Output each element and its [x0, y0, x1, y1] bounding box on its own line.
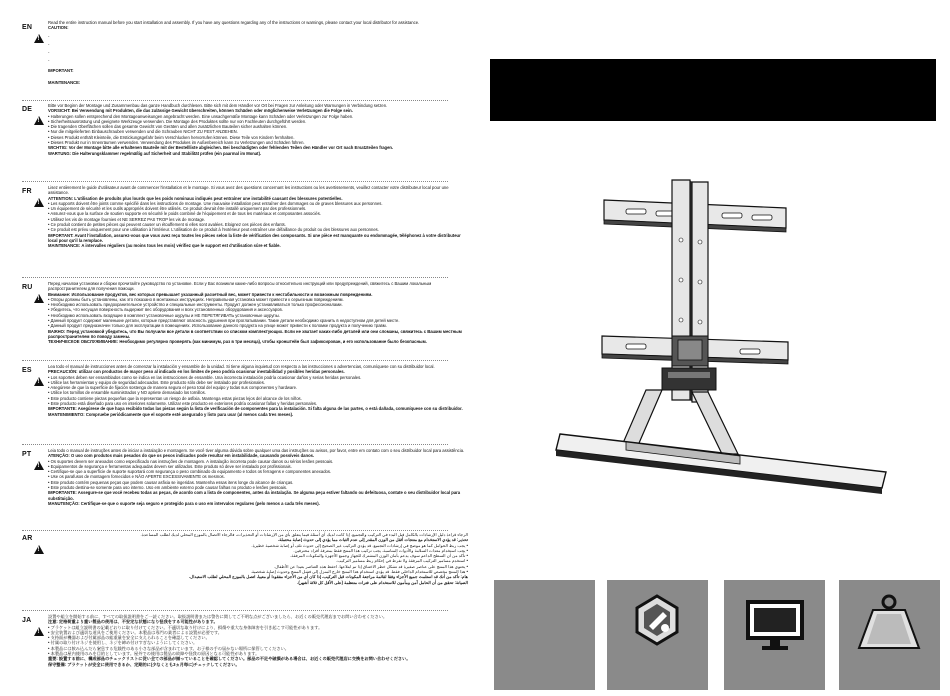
- warning-icon: [34, 34, 44, 43]
- warning-icon: [34, 545, 44, 554]
- section-divider: [22, 360, 448, 361]
- section-en-text: [48, 20, 468, 85]
- de-line: WICHTIG: Vor der Montage bitte alle erhaltenen Bauteile mit der Bestellliste abgleichen. Bei beschädigten oder fehlenden Teilen den Händler vor Ort nach Ersatzteilen fragen.: [48, 145, 394, 151]
- tv-screen-icon: [724, 580, 825, 690]
- lang-code-fr: FR: [22, 188, 32, 195]
- ja-line: 保守整備: ブラケットが安全に使用できるか、定期的に(少なくとも3ヵ月毎に)チェックしてください。: [48, 661, 240, 667]
- ru-line: • Опоры должны быть установлены, как это показано в монтажных инструкциях. Неправильная установка может привести к серьезным повреждениям.: [48, 296, 344, 302]
- ja-line: • 本製品には飲み込んだら窒息する危険性のある小さな部品が含まれています。お子様の手の届かない場所に保管してください。: [48, 645, 289, 651]
- es-line: MANTENIMIENTO: Compruebe periódicamente que el soporte esté asegurado y listo para usar (al menos cada tres meses).: [48, 411, 294, 417]
- de-line: • Nur die mitgelieferten Einbauschrauben verwenden und die Schrauben NICHT ZU FEST ANZIEHEN.: [48, 129, 238, 135]
- pt-line: IMPORTANTE: Assegure-se que você recebeu todas as peças, de acordo com a lista de componentes, antes da instalação. Se alguma peça estiver faltando ou defeituosa, contate o seu distribuidor local para substituição.: [48, 490, 461, 501]
- fr-line: • Ce produit est prévu uniquement pour une utilisation à l'intérieur. L'utilisation de ce produit à l'extérieur peut entraîner une défaillance du produit ou des blessures aux personnes.: [48, 227, 379, 233]
- feature-tile-screen: [724, 580, 825, 690]
- warning-icon: [34, 461, 44, 470]
- lang-code-ar: AR: [22, 535, 33, 542]
- fr-line: • Ce produit contient de petites pièces qui peuvent causer un étouffement si elles sont avalées. Eloignez ces pièces des enfants.: [48, 222, 286, 228]
- feature-tile-weight: [839, 580, 940, 690]
- fr-line: • Utilisez les vis de montage fournies et NE SERREZ PAS TROP les vis de montage.: [48, 216, 206, 222]
- fr-line: ATTENTION: L'utilisation de produits plus lourds que les poids nominaux indiqués peut entraîner une instabilité causant des blessures potentielles.: [48, 195, 343, 201]
- section-divider: [22, 100, 448, 101]
- en-bullet: -: [48, 58, 50, 64]
- section-fr-text: [48, 185, 468, 249]
- fr-line: • Assurez-vous que la surface de soutien supporte en sécurité le poids combiné de l'équipement et de tous les matériaux et composantes associés.: [48, 211, 321, 217]
- de-line: WARTUNG: Die Halterungsklammer regelmäßig auf Sicherheit und Stabilität prüfen (ein paarmal im Monat).: [48, 150, 262, 156]
- ru-line: • Необходимо использовать входящие в комплект установочные шурупы и НЕ ПЕРЕТЯГИВАТЬ установочные шурупы.: [48, 312, 280, 318]
- ru-line: ВАЖНО: Перед установкой убедитесь, что Вы получили все детали в соответствии со списком комплектующих. Если не хватает каких-либо деталей или они сломаны, свяжитесь с Вашим местным распространителем по поводу замены.: [48, 328, 462, 339]
- ru-line: • Данный продукт предназначен только для эксплуатации в помещениях. Использование данного продукта на улице может привести к поломке продукта и получению травм.: [48, 323, 387, 329]
- ar-line: • هذا المنتج مخصص للاستخدام الداخلي فقط. قد يؤدي استخدام هذا المنتج خارج المنزل إلى فشل المنتج وحدوث إصابة شخصية.: [250, 569, 468, 575]
- ja-line: • 安全装置および適切な道具をご使用ください。本製品は専門の業者による設置が必要です。: [48, 629, 222, 635]
- en-important: IMPORTANT:: [48, 67, 74, 73]
- en-bullet: -: [48, 41, 50, 47]
- title-bar: [490, 59, 936, 121]
- pt-line: • Certifique-se que a superfície de suporte suportará com segurança o peso combinado do equipamento e todos os ferragens e componentes anexados.: [48, 469, 332, 475]
- fr-line: • Les supports doivent être joints comme spécifié dans les instructions de montage. Une mauvaise installation peut entraîner des dommages ou de graves blessures aux personnes.: [48, 200, 383, 206]
- es-line: • Utilice los tornillos de ensamble suministrados y NO apriete demasiado los tornillos.: [48, 390, 206, 396]
- lang-code-en: EN: [22, 24, 33, 31]
- ja-line: • 支持面が機器および付属部品の総重量を安全に支えられることを確認してください。: [48, 635, 210, 641]
- en-caution: CAUTION:: [48, 25, 69, 31]
- ru-line: ТЕХНИЧЕСКОЕ ОБСЛУЖИВАНИЕ: Необходимо регулярно проверять (как минимум, раз в три месяца), чтобы кронштейн был зафиксирован, и его использование было безопасным.: [48, 339, 427, 345]
- screwdriver-icon: [607, 580, 708, 690]
- section-divider: [22, 277, 448, 278]
- lang-code-es: ES: [22, 367, 32, 374]
- ar-line: • يجب استخدام معدات السلامة والأدوات المناسبة. يجب تركيب هذا المنتج فقط بمعرفة أفراد محترفين.: [293, 547, 468, 553]
- weight-icon: [839, 580, 940, 690]
- ar-line: تحذير: قد يؤدي الاستخدام مع منتجات أثقل من الوزن المقدر إلى عدم الثبات مما يؤدي إلى حدوث إصابة محتملة.: [278, 537, 468, 543]
- ar-line: هام: تأكد من أنك قد استلمت جميع الأجزاء وفقا لقائمة مراجعة المكونات قبل التركيب. إذا كان أي من الأجزاء مفقودا أو معيبا، اتصل بالموزع المحلي لطلب الاستبدال.: [189, 574, 468, 580]
- ja-line: 重要: 設置する前に、構成部品のチェックリストに従い全ての部品が揃っていることを確認してください。部品の不足や破損がある場合は、お近くの販売代理店に交換をお問い合わせください。: [48, 656, 411, 662]
- es-line: Lea todo el manual de instrucciones antes de comenzar la instalación y ensamble de la unidad. Si tiene alguna inquietud con respecto a las instrucciones o advertencias, comuníquese con su distribuidor local.: [48, 364, 435, 369]
- ru-line: Внимание: Использование продуктов, вес которых превышает указанный расчетный вес, может привести к нестабильности и возможным повреждениям.: [48, 291, 373, 297]
- en-intro: Read the entire instruction manual before you start installation and assembly. If you have any questions regarding any of the instructions or warnings, please contact your local distributor for assistance.: [48, 20, 420, 25]
- pt-line: Leia todo o manual de instruções antes de iniciar a instalação e montagem. Se você tiver alguma dúvida sobre qualquer uma das instruções ou avisos, por favor, entre em contato com o seu distribuidor local para assistência.: [48, 448, 465, 453]
- es-line: • Los soportes deben ser ensamblados como se indica en las instrucciones de ensamble. Una incorrecta instalación podría ocasionar daños y serias heridas personales.: [48, 374, 362, 380]
- product-illustration-column: [486, 0, 950, 696]
- lang-code-pt: PT: [22, 451, 32, 458]
- en-maintenance: MAINTENANCE:: [48, 80, 81, 86]
- section-divider: [22, 530, 448, 531]
- pt-line: • Equipamentos de segurança e ferramentas adequadas devem ser utilizados. Este produto só deve ser instalado por profissionais.: [48, 463, 292, 469]
- de-line: • Dieses Produkt enthält Kleinteile, die Erstickungsgefahr beim Verschlucken hervorrufen können. Diese Teile von Kindern fernhalten.: [48, 134, 295, 140]
- en-bullet: -: [48, 50, 50, 56]
- fr-line: MAINTENANCE: A intervalles réguliers (au moins tous les mois) vérifiez que le support est d'utilisation sûre et fiable.: [48, 243, 281, 249]
- ar-line: الرجاء قراءة دليل الإرشادات بالكامل قبل البدء في التركيب والتجميع. إذا كانت لديك أي أسئلة فيما يتعلق بأي من الإرشادات أو التحذيرات، فالرجاء الاتصال بالموزع المحلي لديك لطلب المساعدة.: [140, 532, 468, 537]
- pt-line: • Este produto contém pequenas peças que podem causar asfixia se ingeridas. Mantenha essas itens longe do alcance de crianças.: [48, 479, 294, 485]
- lang-code-de: DE: [22, 106, 33, 113]
- ar-line: • يحتوي هذا المنتج على عناصر صغيرة قد تشكل خطر الاختناق إذا تم ابتلاعها. احفظ هذه العناصر بعيدا عن الأطفال.: [274, 563, 468, 569]
- warning-icon: [34, 198, 44, 207]
- ja-line: • 本製品は屋内使用のみを目的としています。屋外での使用は製品の故障や怪我の原因となる可能性があります。: [48, 651, 260, 657]
- feature-tile-blank: [494, 580, 595, 690]
- ja-line: • ブラケットは組立説明書の記載どおりに取り付けてください。不適切な取り付けにより、損傷や重大な身体障害を引き起こす可能性があります。: [48, 624, 323, 630]
- de-line: • Halterungen sollen entsprechend den Montageanweisungen angebracht werden. Eine unsachgemäße Montage kann Schäden oder Verletzungen zur Folge haben.: [48, 113, 354, 119]
- warning-icon: [34, 377, 44, 386]
- feature-tile-tools: [607, 580, 708, 690]
- es-line: • Este producto está diseñado para uso en interiores solamente. Utilizar este producto en exteriores podría ocasionar fallas y heridas personales.: [48, 401, 318, 407]
- warning-icon: [34, 294, 44, 303]
- instruction-text-column: [0, 0, 472, 696]
- fr-line: IMPORTANT: Avant l'installation, assurez-vous que vous avez reçu toutes les pièces selon la liste de vérification des composants. Si une pièce est manquante ou endommagée, téléphonez à votre distributeur local pour qu'il la remplace.: [48, 232, 461, 243]
- ja-line: 設置や組立を開始する前に、すべての取扱説明書をご一読ください。取扱説明書または警告に関してご不明な点がございましたら、お近くの販売代理店までお問い合わせください。: [48, 614, 388, 619]
- ja-line: • 付属の取り付けネジを使用し、ネジを締め付けすぎないようにしてください。: [48, 640, 198, 646]
- fr-line: Lisez entièrement le guide d'utilisateur avant de commencer l'installation et le montage. Si vous avez des questions concernant les instructions ou les avertissements, veuillez contacter votre distributeur local pour une assistance.: [48, 185, 449, 196]
- lang-code-ja: JA: [22, 617, 32, 624]
- pt-line: ATENÇÃO: O uso com produtos mais pesados do que os pesos indicados pode resultar em instabilidade, causando possíveis danos.: [48, 453, 315, 459]
- de-line: • Die tragenden Oberflächen sollen das gesamte Gewicht von Geräten und allen zusätzlichen Bauteilen sicher aushalten können.: [48, 124, 288, 130]
- tv-stand-illustration: [486, 120, 950, 550]
- pt-line: • Este produto destina-se somente para uso interno. Uso em ambiente externo pode causar falhas no produto e lesões pessoais.: [48, 485, 288, 491]
- de-line: • Dieses Produkt nur in Innenräumen verwenden. Verwendung des Produkes im Außenbereich kann zu Verletzungen und Schäden führen.: [48, 140, 305, 146]
- section-de-text: [48, 103, 468, 156]
- section-ru-text: [48, 281, 468, 345]
- fr-line: • Un équipement de sécurité et les outils appropriés doivent être utilisés. Ce produit devrait être installé uniquement par des professionnels.: [48, 206, 307, 212]
- section-divider: [22, 181, 448, 182]
- es-line: • Este producto contiene piezas pequeñas que la representan un riesgo de asfixia. Mantenga estas piezas lejos del alcance de los niños.: [48, 395, 302, 401]
- ru-line: • Убедитесь, что несущая поверхность выдержит вес оборудования и всех установленных оборудования и аксессуаров.: [48, 307, 283, 313]
- section-es-text: [48, 364, 468, 417]
- section-ar-text: [48, 532, 468, 585]
- section-pt-text: [48, 448, 468, 506]
- ru-line: Перед началом установки и сборки прочитайте руководство по установке. Если у Вас возникли какие-либо вопросы относительно инструкций или предупреждений, свяжитесь с Вашим локальным распространителем для получения помощи.: [48, 281, 432, 292]
- section-divider: [22, 610, 448, 611]
- es-line: • Utilice las herramientas y equipo de seguridad adecuados. Este producto sólo debe ser instalado por profesionales.: [48, 379, 266, 385]
- pt-line: • Os suportes devem ser anexados como especificado nas instruções de montagem. A instalação incorreta pode causar danos ou sérios lesões pessoais.: [48, 458, 334, 464]
- de-line: • Sicherheitsausrüstung und geeignete Werkzeuge verwenden. Die Montage des Produktes sollte nur von Fachleuten durchgeführt werden.: [48, 118, 307, 124]
- section-ja-text: [48, 614, 468, 667]
- de-line: Bitte vor Beginn der Montage und Zusammenbau das ganze Handbuch durchlesen. Bitte sich mit dem Händler vor Ort bei Fragen zur Anleitung oder Warnungen in Verbindung setzen.: [48, 103, 388, 108]
- ru-line: • Необходимо использовать предохранительное устройство и специальные инструменты. Продукт должен устанавливаться только профессионалами.: [48, 302, 343, 308]
- es-line: • Asegúrese de que la superficie de fijación sostenga de manera segura el peso total del equipo y todas sus componentes y hardware.: [48, 385, 298, 391]
- es-line: PRECAUCIÓN: utilizar con productos de mayor peso al indicado en los límites de peso podría ocasionar inestabilidad y posibles heridas personales.: [48, 369, 345, 375]
- ja-line: 注意: 定格荷重より重い製品の使用は、不安定な状態になり怪我をする可能性があります。: [48, 619, 218, 625]
- ar-line: • تأكد من أن السطح الداعم سوف يدعم بأمان الوزن المشترك للجهاز وجميع الأجهزة والمكونات المرفقة.: [290, 553, 468, 559]
- warning-icon: [34, 116, 44, 125]
- es-line: IMPORTANTE: Asegúrese de que haya recibido todas las piezas según la lista de verificación de componentes para la instalación. Si falta alguna de las partes, o está dañada, comuníquese con su distribuidor.: [48, 406, 463, 412]
- de-line: VORSICHT: Bei Verwendung mit Produkten, die das zulässige Gewicht überschreiten, können Schäden oder möglicherweise Verletzungen die Folge sein.: [48, 108, 353, 114]
- ar-line: الصيانة: تحقق من أن الحامل آمن ومأمون للاستخدام على فترات منتظمة (على الأقل كل ثلاثة أشهر).: [297, 579, 468, 585]
- ar-line: • يجب ربط الحوامل كما هو موضح في إرشادات التجميع. قد يؤدي التركيب غير الصحيح إلى حدوث تلف أو إصابة شخصية خطيرة.: [251, 542, 468, 548]
- pt-line: MANUTENÇÃO: Certifique-se que o suporte seja seguro e protegido para o uso em intervalos regulares (pelo menos a cada três meses).: [48, 500, 320, 506]
- warning-icon: [34, 627, 44, 636]
- lang-code-ru: RU: [22, 284, 33, 291]
- ar-line: • استخدم مسامير التركيب المرفقة ولا تفرط في إحكام ربط مسامير التركيب.: [336, 558, 468, 564]
- section-divider: [22, 444, 448, 445]
- en-bullet: -: [48, 33, 50, 39]
- ru-line: • Данный продукт содержит маленькие детали, которые представляют опасность удушения при проглатывании. Такие детали необходимо хранить в недоступном для детей месте.: [48, 318, 400, 324]
- pt-line: • Use os parafusos de montagem fornecidos e NÃO APERTE EXCESSIVAMENTE os mesmos.: [48, 474, 225, 480]
